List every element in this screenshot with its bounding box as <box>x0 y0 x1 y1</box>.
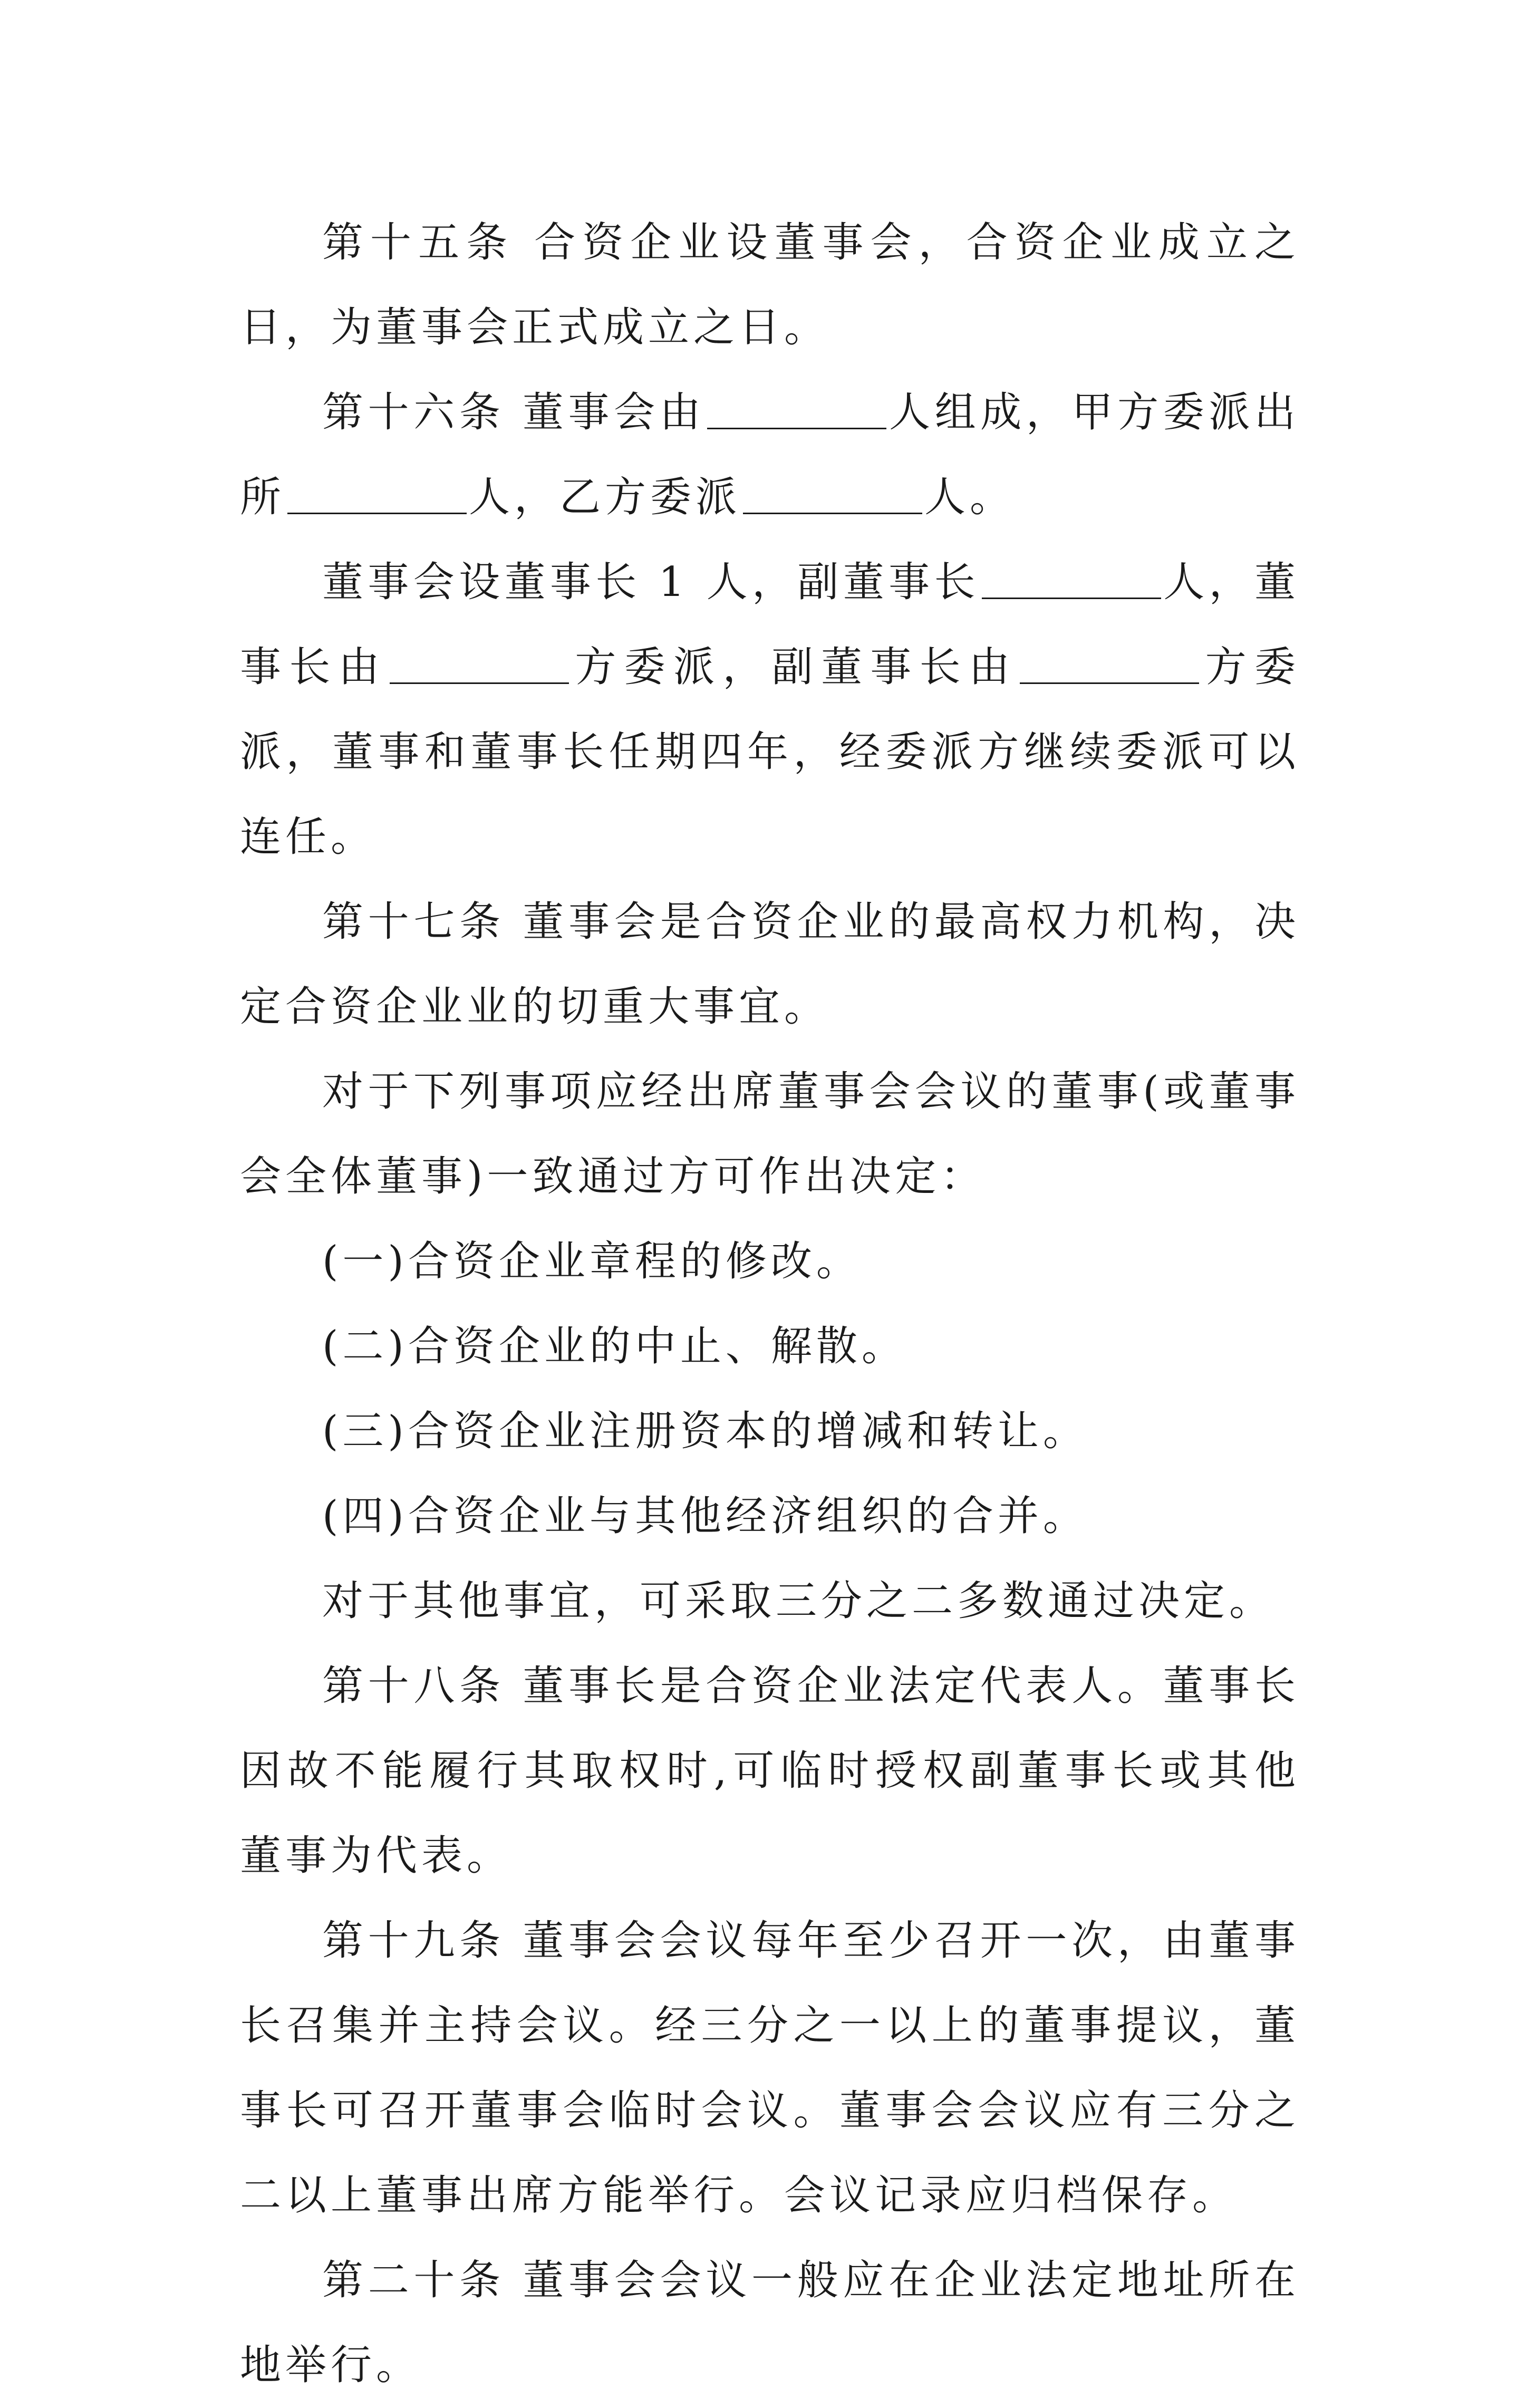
chairman-part-4: 方委派，董事和董事长任期四年，经委派方继续委派可以连任。 <box>240 643 1300 861</box>
chairman-part-2: 人，董事长由 <box>240 558 1300 691</box>
article-17: 第十七条 董事会是合资企业的最高权力机构，决定合资企业业的切重大事宜。 <box>240 898 1300 1030</box>
party-a-count-blank[interactable] <box>287 476 467 514</box>
party-b-count-blank[interactable] <box>743 476 922 514</box>
vice-chair-party-blank[interactable] <box>1020 646 1199 684</box>
article-18: 第十八条 董事长是合资企业法定代表人。董事长因故不能履行其取权时,可临时授权副董事长或其他董事为代表。 <box>240 1662 1300 1880</box>
list-item-2: (二)合资企业的中止、解散。 <box>322 1323 907 1370</box>
article-20: 第二十条 董事会会议一般应在企业法定地址所在地举行。 <box>240 2257 1300 2389</box>
other-matters: 对于其他事宜，可采取三分之二多数通过决定。 <box>322 1577 1275 1625</box>
article-16-part-4: 人。 <box>924 474 1016 521</box>
article-16-part-1: 第十六条 董事会由 <box>322 389 706 436</box>
vice-chair-count-blank[interactable] <box>982 561 1161 599</box>
list-item-1: (一)合资企业章程的修改。 <box>322 1238 862 1285</box>
article-15: 第十五条 合资企业设董事会，合资企业成立之日，为董事会正式成立之日。 <box>240 219 1300 351</box>
article-16-part-3: 人，乙方委派 <box>469 474 741 521</box>
chairman-paragraph <box>240 540 1300 880</box>
chairman-part-1: 董事会设董事长 1 人，副董事长 <box>322 558 980 606</box>
list-item-3: (三)合资企业注册资本的增减和转让。 <box>322 1408 1088 1455</box>
list-item-4: (四)合资企业与其他经济组织的合并。 <box>322 1492 1088 1540</box>
document-body <box>240 200 1300 2408</box>
chair-party-blank[interactable] <box>390 646 569 684</box>
board-size-blank[interactable] <box>707 391 886 429</box>
article-16 <box>240 370 1300 540</box>
article-16-part-2: 人组成，甲方委派出所 <box>240 389 1300 521</box>
unanimous-matters-intro: 对于下列事项应经出席董事会会议的董事(或董事会全体董事)一致通过方可作出决定： <box>240 1068 1300 1200</box>
article-19: 第十九条 董事会会议每年至少召开一次，由董事长召集并主持会议。经三分之一以上的董事提议，董事长可召开董事会临时会议。董事会会议应有三分之二以上董事出席方能举行。会议记录应归档保存。 <box>240 1917 1300 2219</box>
chairman-part-3: 方委派，副董事长由 <box>571 643 1018 691</box>
